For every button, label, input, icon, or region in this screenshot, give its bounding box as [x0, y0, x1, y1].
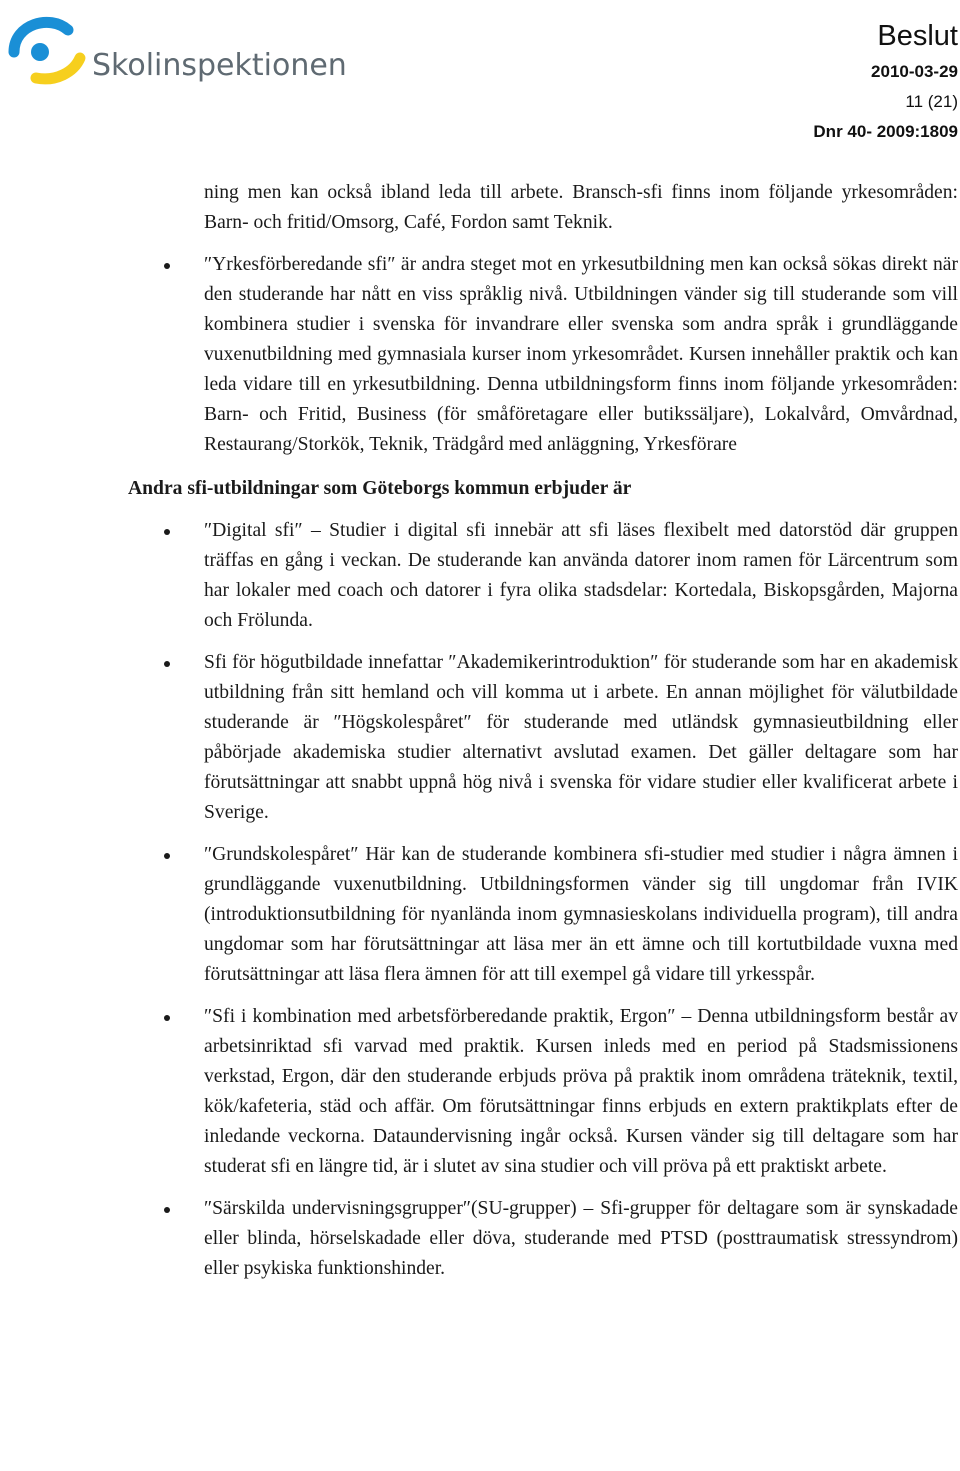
document-date: 2010-03-29	[871, 62, 958, 81]
document-body	[0, 178, 960, 1284]
list-item: ″Grundskolespåret″ Här kan de studerande kombinera sfi-studier med studier i några ämnen i grundläggande vuxenutbildning. Utbildningsformen vänder sig till ungdomar från IVIK (introduktionsutbildning för nyanlända inom gymnasieskolans individuella program), till andra ungdomar som har förutsättningar att läsa mer än ett ämne och till kortutbildade vuxna med förutsättningar att läsa flera ämnen för att till exempel gå vidare till yrkesspår.	[204, 840, 958, 990]
page-number: 11 (21)	[905, 92, 958, 111]
list-item: Sfi för högutbildade innefattar ″Akademikerintroduktion″ för studerande som har en akademisk utbildning från sitt hemland och vill komma ut i arbete. En annan möjlighet för välutbildade studerande är ″Högskolespåret″ för studerande med utländsk gymnasieutbildning eller påbörjade akademiska studier alternativt avslutad examen. Det gäller deltagare som har förutsättningar att snabbt uppnå hög nivå i svenska för vidare studier eller kvalificerat arbete i Sverige.	[204, 648, 958, 828]
logo-mark-icon	[6, 8, 96, 88]
list-item: ″Särskilda undervisningsgrupper″(SU-grupper) – Sfi-grupper för deltagare som är synskadade eller blinda, hörselskadade eller döva, studerande med PTSD (posttraumatisk stressyndrom) eller psykiska funktionshinder.	[204, 1194, 958, 1284]
logo-wordmark: Skolinspektionen	[92, 48, 347, 83]
top-bullet-list	[0, 250, 960, 460]
section-heading: Andra sfi-utbildningar som Göteborgs kommun erbjuder är	[128, 478, 632, 499]
sfi-programs-list	[0, 516, 960, 1284]
intro-paragraph: ning men kan också ibland leda till arbete. Bransch-sfi finns inom följande yrkesområden: Barn- och fritid/Omsorg, Café, Fordon samt Teknik.	[204, 182, 958, 233]
diary-number: Dnr 40- 2009:1809	[813, 122, 958, 141]
document-title: Beslut	[877, 20, 958, 52]
list-item: ″Digital sfi″ – Studier i digital sfi innebär att sfi läses flexibelt med datorstöd där gruppen träffas en gång i veckan. De studerande kan använda datorer inom ramen för Lärcentrum som har lokaler med coach och datorer i fyra olika stadsdelar: Kortedala, Biskopsgården, Majorna och Frölunda.	[204, 516, 958, 636]
list-item: ″Sfi i kombination med arbetsförberedande praktik, Ergon″ – Denna utbildningsform består av arbetsinriktad sfi varvad med praktik. Kursen inleds med en period på Stadsmissionens verkstad, Ergon, där den studerande erbjuds pröva på praktik inom områdena träteknik, textil, kök/kafeteria, städ och affär. Om förutsättningar finns erbjuds en extern praktikplats efter de inledande veckorna. Dataundervisning ingår också. Kursen vänder sig till deltagare som har studerat sfi en längre tid, är i slutet av sina studier och vill pröva på ett praktiskt arbete.	[204, 1002, 958, 1182]
list-item: ″Yrkesförberedande sfi″ är andra steget mot en yrkesutbildning men kan också sökas direkt när den studerande har nått en viss språklig nivå. Utbildningen vänder sig till studerande som vill kombinera studier i svenska för invandrare eller svenska som andra språk i grundläggande vuxenutbildning med gymnasiala kurser inom yrkesområdet. Kursen innehåller praktik och kan leda vidare till en yrkesutbildning. Denna utbildningsform finns inom följande yrkesområden: Barn- och Fritid, Business (för småföretagare eller butikssäljare), Lokalvård, Omvårdnad, Restaurang/Storkök, Teknik, Trädgård med anläggning, Yrkesförare	[204, 250, 958, 460]
skolinspektionen-logo	[6, 8, 346, 88]
